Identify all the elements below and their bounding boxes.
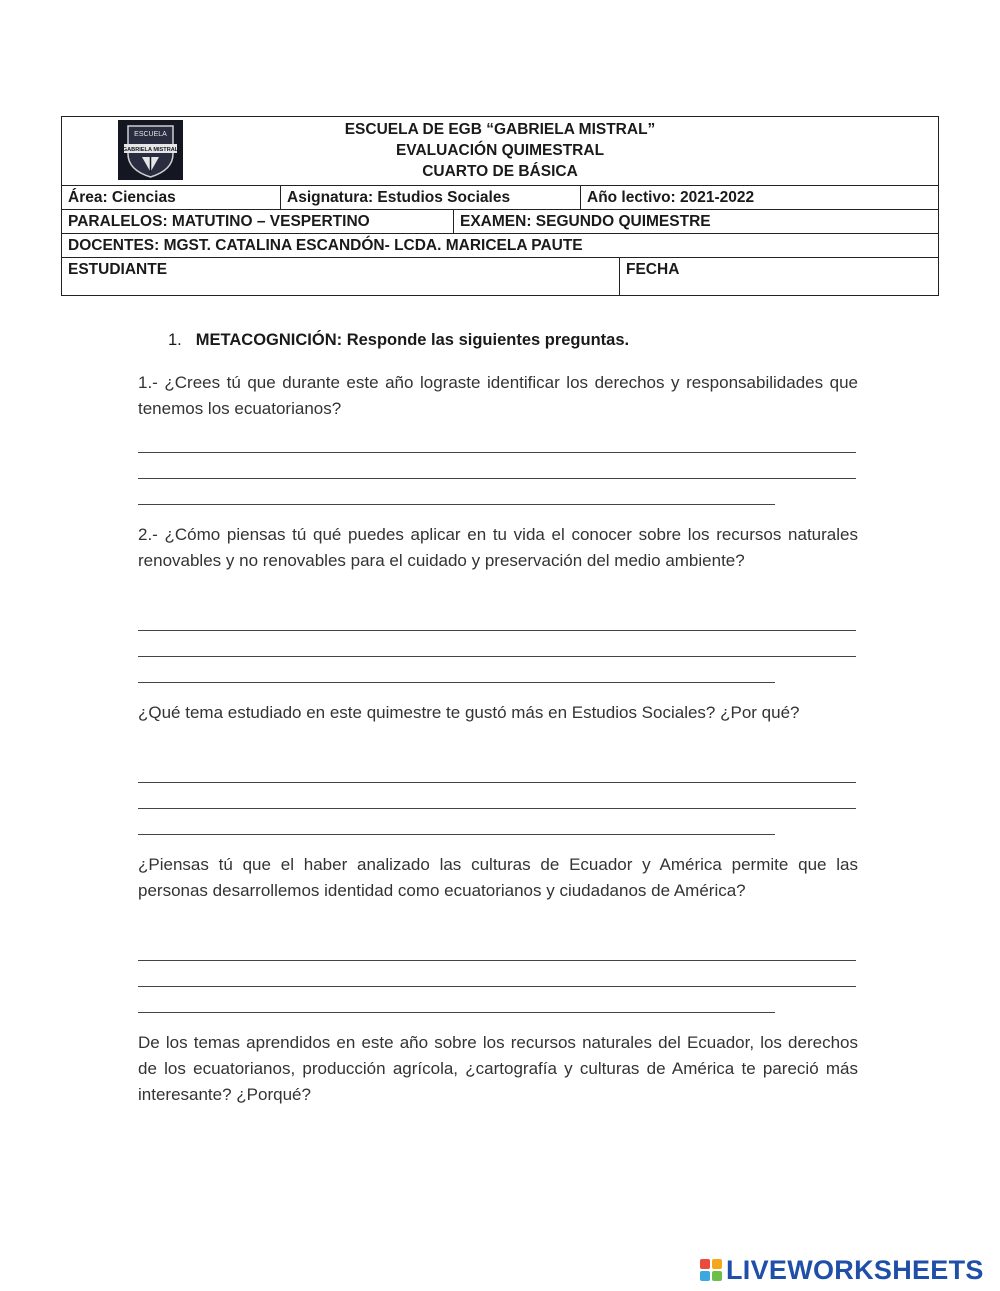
answer-line[interactable] xyxy=(138,834,775,835)
school-name: ESCUELA DE EGB “GABRIELA MISTRAL” xyxy=(344,121,656,138)
header-info-row xyxy=(62,185,938,209)
grade-level: CUARTO DE BÁSICA xyxy=(422,163,578,180)
header-student-row xyxy=(62,257,938,295)
answer-line[interactable] xyxy=(138,682,775,683)
teachers-field: DOCENTES: MGST. CATALINA ESCANDÓN- LCDA. MARICELA PAUTE xyxy=(68,237,583,254)
answer-line[interactable] xyxy=(138,630,856,631)
header-title-row xyxy=(62,117,938,185)
answer-line[interactable] xyxy=(138,1012,775,1013)
section-number: 1. xyxy=(168,331,182,349)
question-4: ¿Piensas tú que el haber analizado las culturas de Ecuador y América permite que las personas desarrollemos identidad como ecuatorianos y ciudadanos de América? xyxy=(138,855,858,900)
question-3: ¿Qué tema estudiado en este quimestre te gustó más en Estudios Sociales? ¿Por qué? xyxy=(138,703,800,722)
liveworksheets-wordmark: LIVEWORKSHEETS xyxy=(726,1254,984,1285)
answer-line[interactable] xyxy=(138,986,856,987)
exam-field: EXAMEN: SEGUNDO QUIMESTRE xyxy=(453,210,938,233)
area-field: Área: Ciencias xyxy=(68,189,176,206)
answer-line[interactable] xyxy=(138,960,856,961)
date-field[interactable] xyxy=(619,258,938,295)
question-5: De los temas aprendidos en este año sobre los recursos naturales del Ecuador, los derechos de los ecuatorianos, producción agrícola, ¿cartografía y culturas de América te pareció más interesante? ¿Porqué? xyxy=(138,1033,858,1104)
school-year-field: Año lectivo: 2021-2022 xyxy=(580,186,938,209)
subject-field: Asignatura: Estudios Sociales xyxy=(280,186,580,209)
student-field[interactable] xyxy=(62,258,619,295)
header-titles xyxy=(62,119,938,182)
answer-line[interactable] xyxy=(138,504,775,505)
section-heading: METACOGNICIÓN: Responde las siguientes preguntas. xyxy=(195,331,630,349)
section-title xyxy=(168,331,629,350)
question-2: 2.- ¿Cómo piensas tú qué puedes aplicar en tu vida el conocer sobre los recursos naturales renovables y no renovables para el cuidado y preservación del medio ambiente? xyxy=(138,525,858,570)
liveworksheets-blocks-icon xyxy=(700,1259,722,1281)
header-parallels-row xyxy=(62,209,938,233)
header-teachers-row xyxy=(62,233,938,257)
header-table xyxy=(61,116,939,296)
answer-line[interactable] xyxy=(138,808,856,809)
logo-text-mid: GABRIELA MISTRAL xyxy=(122,147,179,153)
liveworksheets-logo xyxy=(700,1255,984,1285)
answer-line[interactable] xyxy=(138,452,856,453)
parallels-field: PARALELOS: MATUTINO – VESPERTINO xyxy=(68,213,370,230)
answer-line[interactable] xyxy=(138,478,856,479)
question-1: 1.- ¿Crees tú que durante este año lograste identificar los derechos y responsabilidades que tenemos los ecuatorianos? xyxy=(138,373,858,418)
student-label: ESTUDIANTE xyxy=(68,261,168,278)
date-label: FECHA xyxy=(626,261,680,278)
answer-line[interactable] xyxy=(138,656,856,657)
logo-text-top: ESCUELA xyxy=(134,131,167,138)
exam-type: EVALUACIÓN QUIMESTRAL xyxy=(395,142,605,159)
answer-line[interactable] xyxy=(138,782,856,783)
